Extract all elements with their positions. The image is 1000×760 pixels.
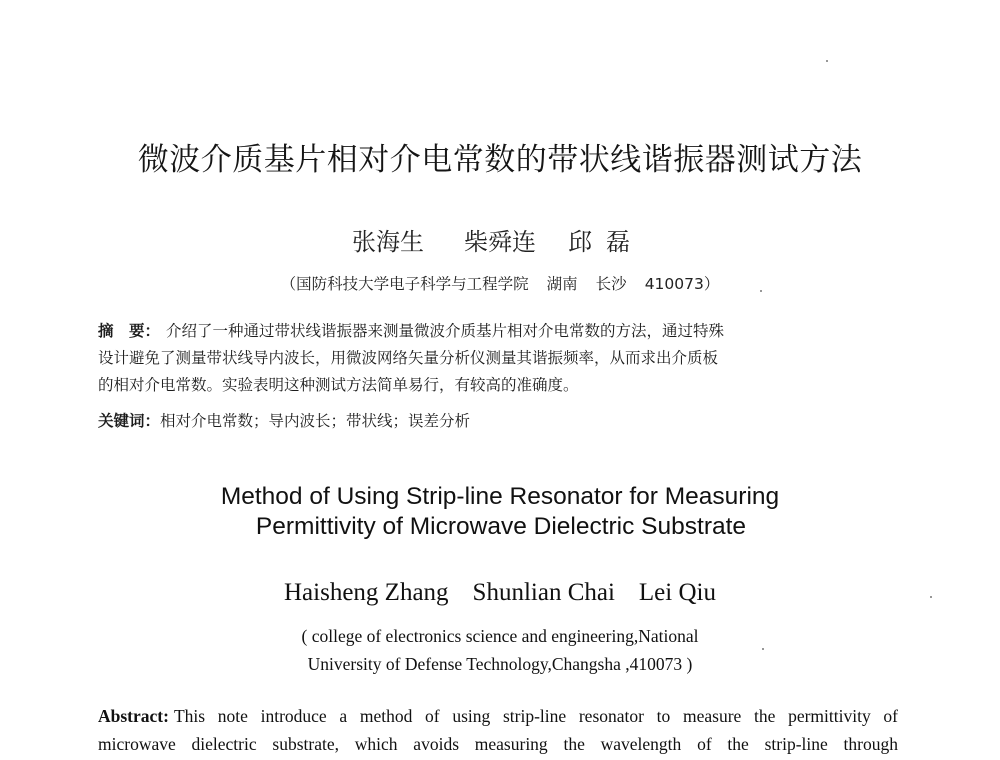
- chinese-abstract-line: 的相对介电常数。实验表明这种测试方法简单易行，有较高的准确度。: [98, 376, 579, 394]
- english-author-1: Haisheng Zhang: [284, 579, 449, 606]
- english-title: [0, 482, 1000, 542]
- scan-speck: [760, 290, 762, 292]
- english-affiliation-line-2: University of Defense Technology,Changsha ,410073 ): [307, 654, 693, 674]
- chinese-abstract: [98, 318, 898, 399]
- chinese-affiliation-org: （国防科技大学电子科学与工程学院: [280, 275, 529, 293]
- chinese-affiliation-province: 湖南: [546, 275, 578, 293]
- english-authors: [0, 578, 1000, 608]
- chinese-keywords-label: 关键词：: [98, 412, 161, 430]
- english-title-line-1: Method of Using Strip-line Resonator for Measuring: [220, 483, 780, 510]
- chinese-title: 微波介质基片相对介电常数的带状线谐振器测试方法: [137, 142, 863, 178]
- chinese-author-1: 张海生: [352, 228, 424, 256]
- english-title-line-2: Permittivity of Microwave Dielectric Substrate: [255, 513, 747, 540]
- chinese-author-2: 柴舜连: [464, 228, 536, 256]
- english-abstract: [98, 702, 898, 758]
- english-author-3: Lei Qiu: [638, 579, 716, 606]
- chinese-affiliation: [0, 272, 1000, 296]
- chinese-abstract-line: 设计避免了测量带状线导内波长，用微波网络矢量分析仪测量其谐振频率，从而求出介质板: [98, 349, 719, 367]
- chinese-keywords-text: 相对介电常数；导内波长；带状线；误差分析: [160, 412, 471, 430]
- english-abstract-line: This note introduce a method of using strip-line resonator to measure the permittivity of: [173, 706, 898, 726]
- chinese-affiliation-postcode: 410073）: [644, 275, 720, 293]
- scan-speck: [826, 60, 828, 62]
- english-abstract-label: Abstract:: [98, 706, 169, 726]
- chinese-affiliation-city: 长沙: [595, 275, 627, 293]
- scan-speck: [762, 648, 764, 650]
- chinese-abstract-line: 介绍了一种通过带状线谐振器来测量微波介质基片相对介电常数的方法，通过特殊: [166, 322, 725, 340]
- english-abstract-line: microwave dielectric substrate, which avoids measuring the wavelength of the strip-line through: [98, 734, 898, 754]
- chinese-keywords: [98, 408, 898, 435]
- chinese-author-3: 邱磊: [568, 228, 644, 256]
- english-affiliation: [0, 622, 1000, 678]
- english-author-2: Shunlian Chai: [472, 579, 615, 606]
- scan-speck: [930, 596, 932, 598]
- english-affiliation-line-1: ( college of electronics science and engineering,National: [301, 626, 699, 646]
- chinese-abstract-label: 摘 要：: [98, 322, 161, 340]
